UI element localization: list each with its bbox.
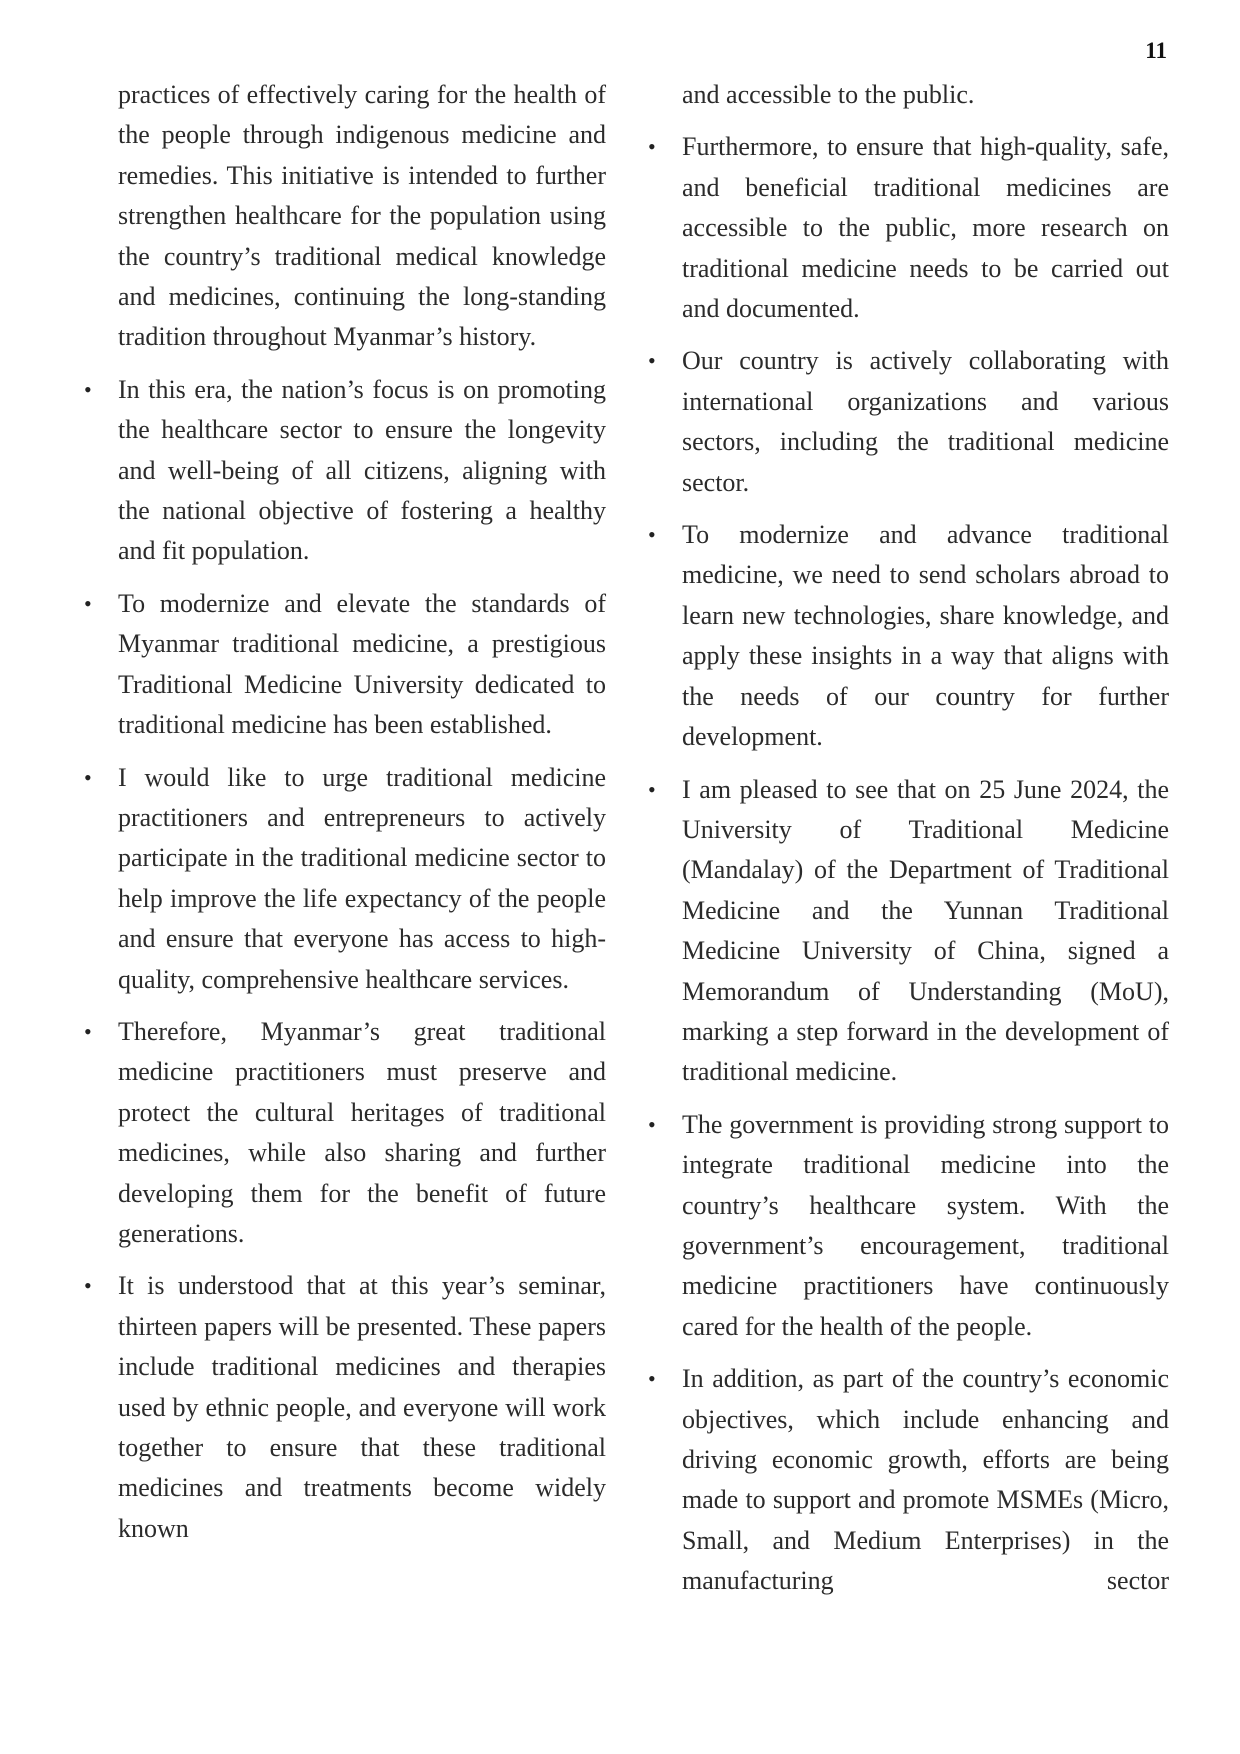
bullet-text: I would like to urge traditional medicine practitioners and entrepreneurs to actively participate in the traditional medicine sector to help improve the life expectancy of the people and ensure that everyone has access to high-quality, comprehensive healthcare services. [118, 762, 606, 994]
bullet-text: In addition, as part of the country’s economic objectives, which include enhancing and driving economic growth, efforts are being made to support and promote MSMEs (Micro, Small, and Medium Enterprises) in the manufacturing sector [682, 1364, 1169, 1596]
bullet-item [648, 341, 1169, 503]
bullet-icon: • [648, 1111, 656, 1137]
bullet-item [648, 127, 1169, 329]
bullet-text: It is understood that at this year’s seminar, thirteen papers will be presented. These papers include traditional medicines and therapies used by ethnic people, and everyone will work together to ensure that these traditional medicines and treatments become widely known [118, 1271, 606, 1543]
bullet-icon: • [648, 134, 656, 160]
bullet-item [648, 1359, 1169, 1601]
bullet-text: In this era, the nation’s focus is on promoting the healthcare sector to ensure the longevity and well-being of all citizens, aligning with the national objective of fostering a healthy and fit population. [118, 374, 606, 566]
bullet-item [84, 1266, 606, 1549]
page-number: 11 [1145, 38, 1167, 63]
bullet-icon: • [84, 1273, 92, 1299]
bullet-item [84, 1012, 606, 1254]
bullet-text: To modernize and elevate the standards of Myanmar traditional medicine, a prestigious Traditional Medicine University dedicated to traditional medicine has been established. [118, 588, 606, 740]
bullet-icon: • [84, 590, 92, 616]
bullet-item [648, 770, 1169, 1093]
bullet-text: Our country is actively collaborating with international organizations and various sectors, including the traditional medicine sector. [682, 346, 1169, 497]
bullet-text: Furthermore, to ensure that high-quality, safe, and beneficial traditional medicines are accessible to the public, more research on traditional medicine needs to be carried out and documented. [682, 132, 1169, 324]
continuation-paragraph: practices of effectively caring for the health of the people through indigenous medicine and remedies. This initiative is intended to further strengthen healthcare for the population using the country’s traditional medical knowledge and medicines, continuing the long-standing tradition throughout Myanmar’s history. [118, 80, 606, 352]
right-column [648, 75, 1169, 1614]
bullet-icon: • [648, 522, 656, 548]
bullet-icon: • [648, 348, 656, 374]
bullet-text: Therefore, Myanmar’s great traditional medicine practitioners must preserve and protect the cultural heritages of traditional medicines, while also sharing and further developing them for the benefit of future generations. [118, 1016, 606, 1248]
bullet-item [84, 584, 606, 746]
bullet-item [84, 370, 606, 572]
bullet-icon: • [648, 776, 656, 802]
bullet-icon: • [84, 1018, 92, 1044]
bullet-icon: • [648, 1366, 656, 1392]
bullet-icon: • [84, 376, 92, 402]
left-column [84, 75, 606, 1561]
continuation-paragraph: and accessible to the public. [682, 80, 975, 109]
bullet-icon: • [84, 764, 92, 790]
bullet-text: To modernize and advance traditional medicine, we need to send scholars abroad to learn new technologies, share knowledge, and apply these insights in a way that aligns with the needs of our country for further development. [682, 520, 1169, 752]
bullet-item [84, 758, 606, 1000]
bullet-text: I am pleased to see that on 25 June 2024, the University of Traditional Medicine (Mandalay) of the Department of Traditional Medicine and the Yunnan Traditional Medicine University of China, signed a Memorandum of Understanding (MoU), marking a step forward in the development of traditional medicine. [682, 774, 1169, 1087]
bullet-item [648, 515, 1169, 757]
bullet-item [648, 1105, 1169, 1347]
bullet-text: The government is providing strong support to integrate traditional medicine into the country’s healthcare system. With the government’s encouragement, traditional medicine practitioners have continuously cared for the health of the people. [682, 1109, 1169, 1341]
